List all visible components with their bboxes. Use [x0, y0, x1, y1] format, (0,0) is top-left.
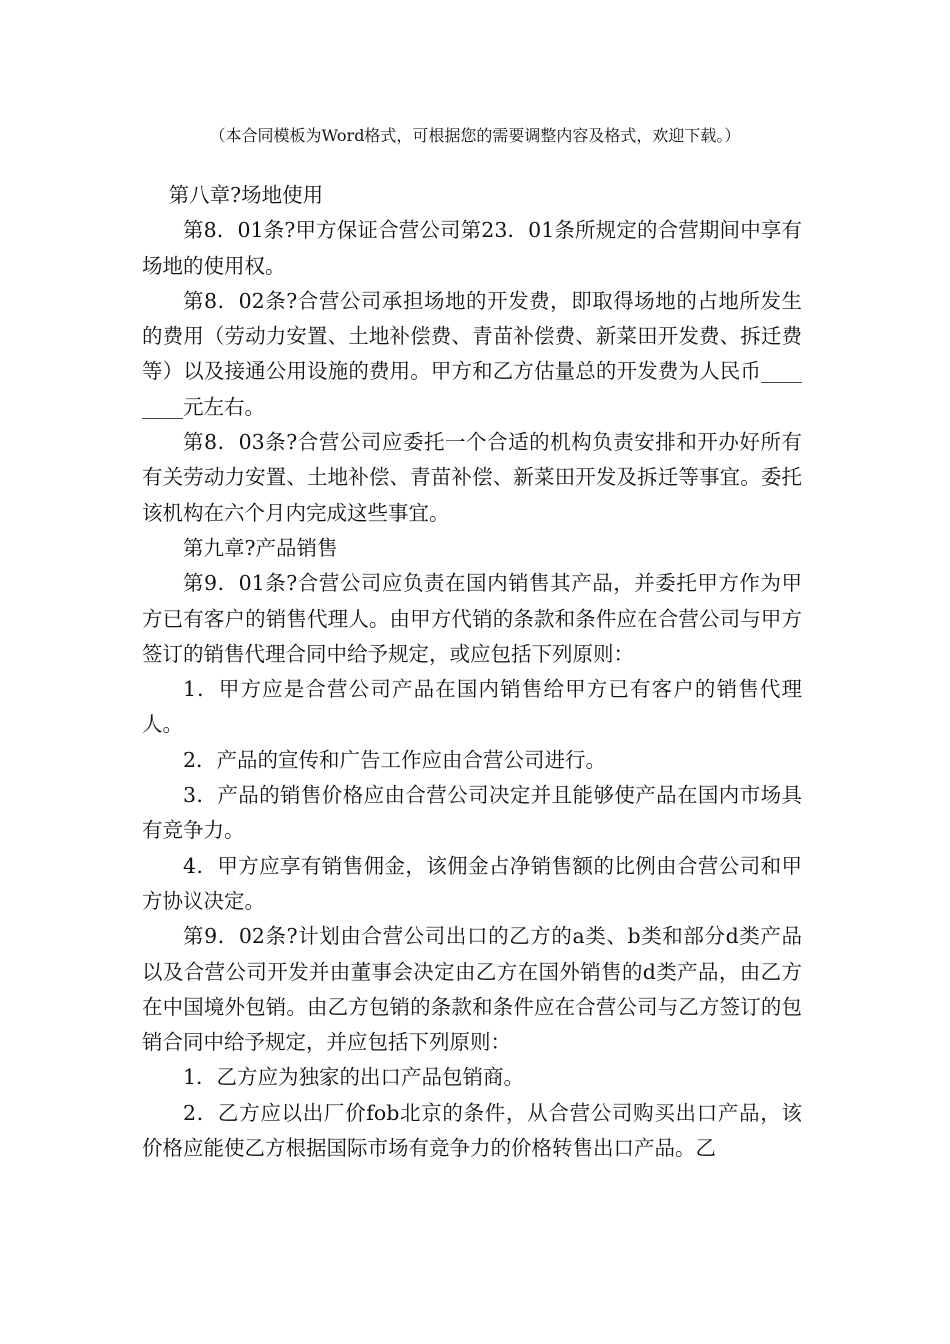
- clause-9-01-item-2: 2．产品的宣传和广告工作应由合营公司进行。: [183, 747, 607, 772]
- clause-9-01-item-1: 1．甲方应是合营公司产品在国内销售给甲方已有客户的销售代理人。: [142, 677, 802, 737]
- template-notice: （本合同模板为Word格式，可根据您的需要调整内容及格式，欢迎下载。）: [209, 126, 741, 145]
- clause-9-01-item-4: 4．甲方应享有销售佣金，该佣金占净销售额的比例由合营公司和甲方协议决定。: [142, 853, 802, 913]
- chapter-8-heading: 第八章?场地使用: [168, 183, 324, 207]
- contract-body: [142, 178, 802, 1166]
- clause-9-02: 第9．02条?计划由合营公司出口的乙方的a类、b类和部分d类产品以及合营公司开发并由董事会决定由乙方在国外销售的d类产品，由乙方在中国境外包销。由乙方包销的条款和条件应在合营公司与乙方签订的包销合同中给予规定，并应包括下列原则：: [142, 924, 802, 1055]
- clause-8-03: 第8．03条?合营公司应委托一个合适的机构负责安排和开办好所有有关劳动力安置、土地补偿、青苗补偿、新菜田开发及拆迁等事宜。委托该机构在六个月内完成这些事宜。: [142, 430, 802, 525]
- clause-8-02: 第8．02条?合营公司承担场地的开发费，即取得场地的占地所发生的费用（劳动力安置、土地补偿费、青苗补偿费、新菜田开发费、拆迁费等）以及接通公用设施的费用。甲方和乙方估量总的开发费为人民币________元左右。: [142, 288, 802, 419]
- clause-9-02-item-1: 1．乙方应为独家的出口产品包销商。: [183, 1065, 525, 1090]
- clause-9-01-item-3: 3．产品的销售价格应由合营公司决定并且能够使产品在国内市场具有竞争力。: [142, 783, 802, 843]
- chapter-9-heading: 第九章?产品销售: [183, 535, 338, 560]
- clause-8-01: 第8．01条?甲方保证合营公司第23．01条所规定的合营期间中享有场地的使用权。: [142, 218, 802, 278]
- clause-9-02-item-2: 2．乙方应以出厂价fob北京的条件，从合营公司购买出口产品，该价格应能使乙方根据国际市场有竞争力的价格转售出口产品。乙: [142, 1100, 802, 1161]
- clause-9-01: 第9．01条?合营公司应负责在国内销售其产品，并委托甲方作为甲方已有客户的销售代理人。由甲方代销的条款和条件应在合营公司与甲方签订的销售代理合同中给予规定，或应包括下列原则：: [142, 571, 802, 666]
